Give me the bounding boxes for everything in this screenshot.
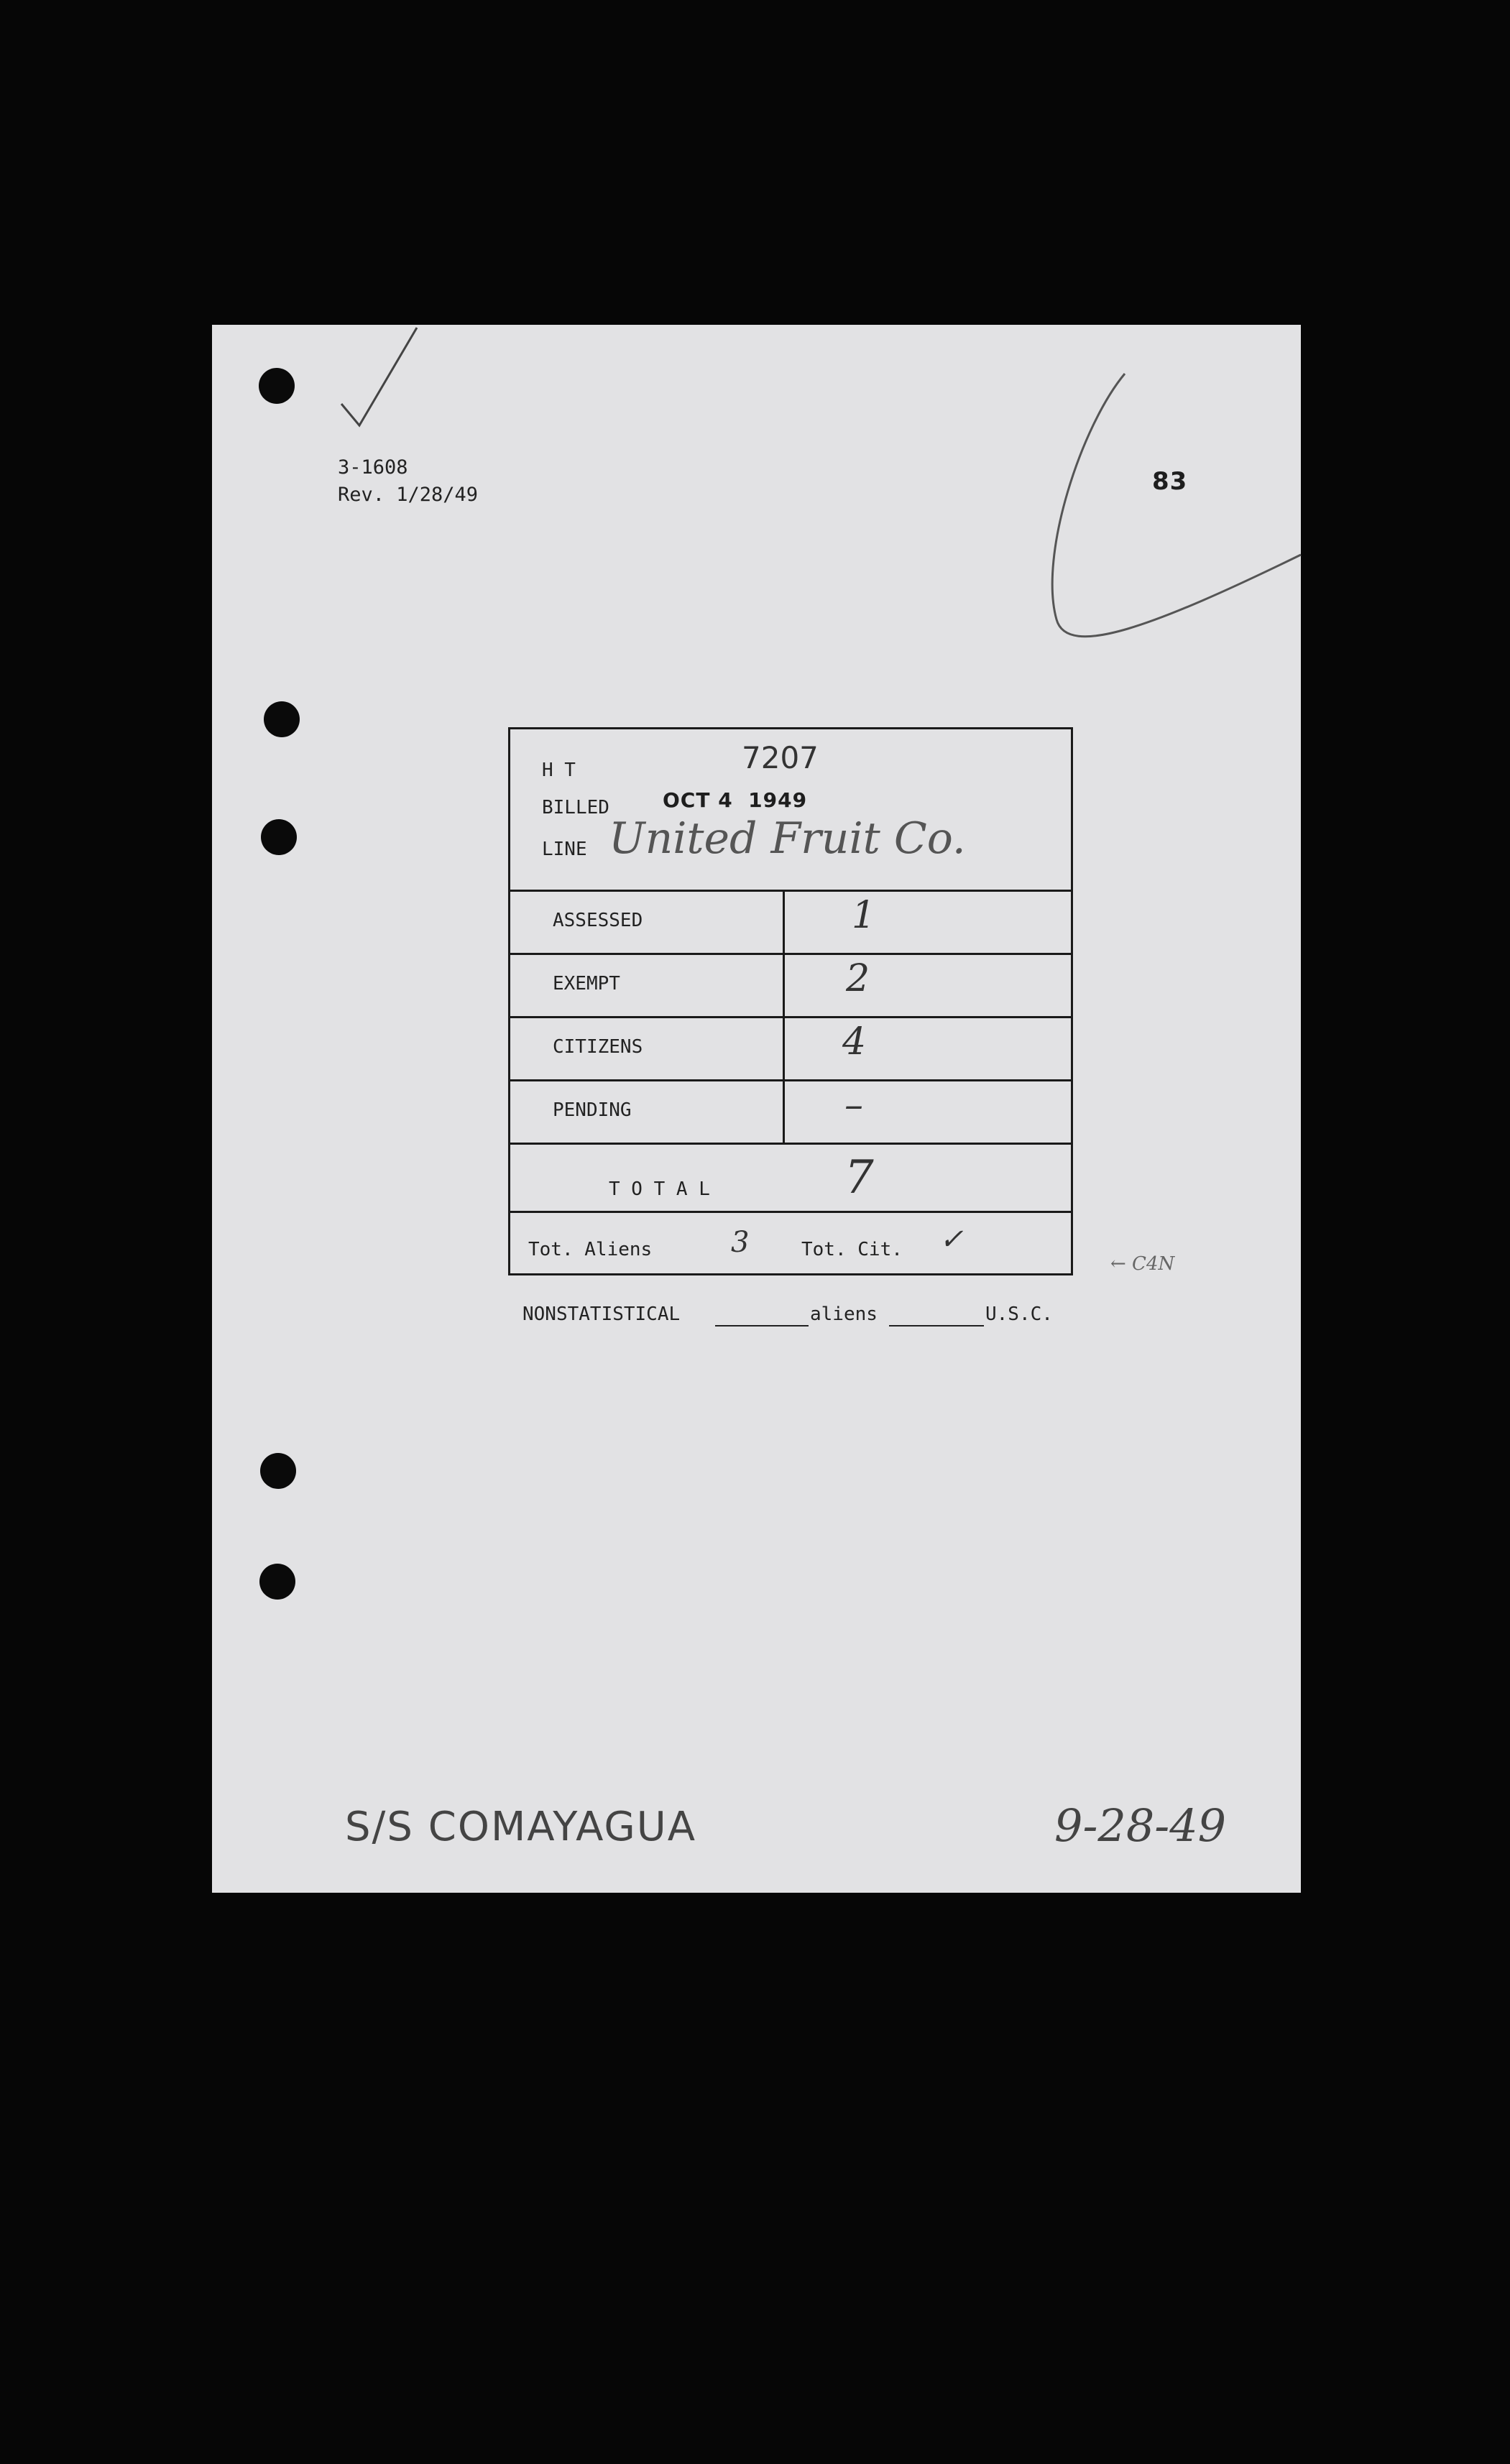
tot-aliens-value: 3: [731, 1226, 750, 1259]
column-divider: [783, 890, 785, 1143]
vessel-name: S/S COMAYAGUA: [345, 1804, 697, 1850]
pending-label: PENDING: [553, 1099, 632, 1121]
citizens-value: 4: [842, 1020, 867, 1063]
nonstatistical-usc-label: U.S.C.: [985, 1303, 1053, 1325]
form-revision: Rev. 1/28/49: [338, 484, 479, 506]
pencil-curve-mark: [1024, 368, 1312, 670]
document-card: [212, 325, 1301, 1893]
form-number: 3-1608: [338, 456, 408, 479]
total-label: T O T A L: [609, 1178, 710, 1200]
pending-value: –: [844, 1084, 863, 1127]
punch-hole: [264, 701, 300, 737]
form-border-right: [1071, 727, 1073, 1275]
row-divider: [508, 1079, 1073, 1081]
billed-label: BILLED: [542, 797, 609, 818]
row-divider: [508, 953, 1073, 955]
line-value: United Fruit Co.: [609, 813, 966, 864]
punch-hole: [259, 368, 295, 404]
punch-hole: [260, 1453, 296, 1489]
nonstatistical-blank: [715, 1325, 809, 1326]
form-border-top: [508, 727, 1073, 729]
billed-date-stamp: OCT 4 1949: [663, 788, 808, 812]
citizens-label: CITIZENS: [553, 1036, 643, 1058]
row-divider: [508, 1143, 1073, 1145]
row-divider: [508, 1016, 1073, 1018]
form-border-bottom: [508, 1273, 1073, 1275]
ht-value: 7207: [742, 740, 819, 775]
tot-aliens-label: Tot. Aliens: [528, 1239, 653, 1260]
header-divider: [508, 890, 1073, 892]
tally-form: [508, 727, 1073, 1275]
nonstatistical-aliens-label: aliens: [810, 1303, 878, 1325]
assessed-value: 1: [852, 894, 876, 937]
tot-cit-label: Tot. Cit.: [801, 1239, 903, 1260]
nonstatistical-label: NONSTATISTICAL: [522, 1303, 681, 1325]
arrival-date: 9-28-49: [1054, 1799, 1227, 1852]
exempt-label: EXEMPT: [553, 973, 620, 995]
ht-label: H T: [542, 760, 576, 781]
tot-cit-value: ✓: [939, 1223, 964, 1256]
punch-hole: [259, 1564, 295, 1600]
form-border-left: [508, 727, 510, 1275]
aliens-blank: [889, 1325, 984, 1326]
margin-note: ← C4N: [1110, 1253, 1175, 1275]
line-label: LINE: [542, 839, 587, 860]
punch-hole: [261, 819, 297, 855]
row-divider: [508, 1211, 1073, 1213]
exempt-value: 2: [846, 957, 870, 1000]
assessed-label: ASSESSED: [553, 910, 643, 931]
check-mark-icon: [334, 325, 420, 433]
page-number: 83: [1152, 467, 1188, 496]
total-value: 7: [844, 1151, 874, 1204]
